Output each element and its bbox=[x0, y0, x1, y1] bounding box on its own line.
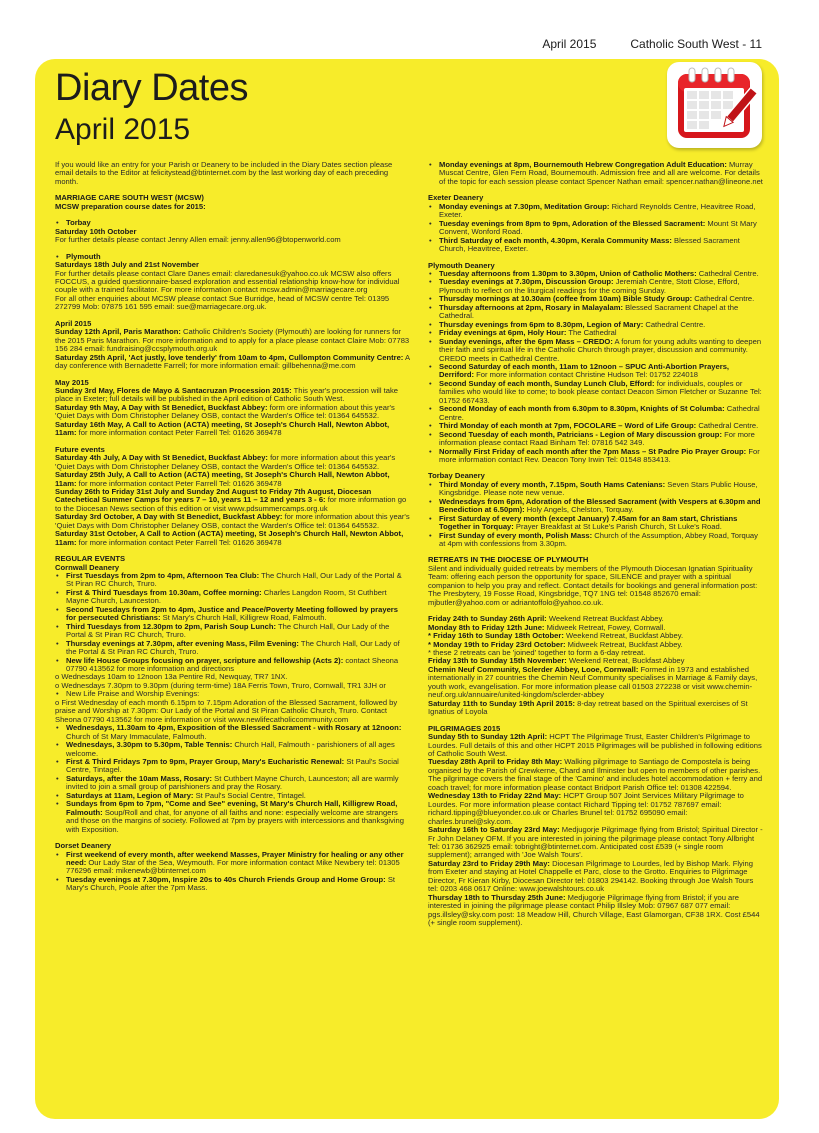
entry-label: Monday evenings at 8pm, Bournemouth Hebrew Congregation Adult Education: bbox=[439, 160, 727, 169]
entry-detail: St Paul's Social Centre, Tintagel. bbox=[193, 790, 306, 800]
heading-text: May 2015 bbox=[55, 377, 89, 387]
entry-detail: Blessed Sacrament Church, Heavitree, Exeter. bbox=[439, 235, 740, 254]
spacer bbox=[55, 211, 410, 219]
diary-entry bbox=[55, 387, 410, 404]
bullet-entry bbox=[55, 741, 410, 758]
spacer bbox=[55, 438, 410, 446]
entry-detail: For more information contact Rev. Deacon Tony Irwin Tel: 01548 853413. bbox=[439, 446, 760, 464]
entry-detail: Cathedral Centre. bbox=[696, 268, 759, 278]
entry-detail: St Mary's Church Hall, Killigrew Road, Falmouth. bbox=[160, 613, 327, 623]
bullet-entry bbox=[55, 657, 410, 674]
entry-detail: Formed in 1973 and established internationally in 27 countries the Chemin Neuf Community specialises in Marriage & Family days, youth work, evangelisation. For more information please call 01503 272238 or visit www.chemin-neuf.org.uk/annuaire/united-kingdom/sclerder-abbey bbox=[428, 664, 758, 700]
entry-detail: Cathedral Centre. bbox=[692, 294, 755, 304]
entry-detail: Charles Langdon Room, St Cuthbert Mayne Church, Launceston. bbox=[66, 587, 387, 606]
text-line: For further details please contact Clare Danes email: claredanesuk@yahoo.co.uk MCSW also offers FOCCUS, a guided questionnaire-based exploration and essential relationship know-how for individual couple with a trained facilitator. For more information contact mcsw.admin@marriagecare.org bbox=[55, 268, 400, 295]
diary-entry bbox=[55, 530, 410, 547]
entry-detail: Cathedral Centre. bbox=[643, 319, 706, 329]
entry-label: Saturday 9th May, A Day with St Benedict, Buckfast Abbey: bbox=[55, 402, 268, 412]
entry-detail: for more information about this year's 'Quiet Days with Dom Christopher Delaney OSB, contact the Warden's Office tel: 01364 645532. bbox=[55, 453, 396, 471]
bullet-item: • New Life Praise and Worship Evenings: bbox=[55, 690, 410, 698]
text-line: Silent and individually guided retreats by members of the Plymouth Diocesan Ignatian Spirituality Team: offering each person the opportunity for space, SILENCE and prayer with a spiritual companion to help you pray and reflect. Contact details for bookings and general information post: The Presbytery, 19 Fosse Road, Kingsbridge, TQ7 1NG tel: 01548 852670 email: mjbutler@yahoo.com or adriantoffolo@yahoo.co.uk. bbox=[428, 563, 758, 607]
heading-text: MARRIAGE CARE SOUTH WEST (MCSW) bbox=[55, 193, 204, 203]
entry-label: Thursday 18th to Thursday 25th June: bbox=[428, 892, 566, 902]
bullet-entry bbox=[428, 278, 764, 295]
entry-detail: for more information contact Peter Farrell Tel: 01626 369478 bbox=[76, 478, 282, 488]
entry-detail: Holy Angels, Chelston, Torquay. bbox=[524, 505, 634, 515]
entry-label: Saturday 25th July, A Call to Action (ACTA) meeting, St Joseph's Church Hall, Newton Abbot, 11am: bbox=[55, 470, 390, 488]
entry-detail: contact Sheona 07790 413562 for more information and directions bbox=[66, 655, 399, 674]
entry-detail: Midweek Retreat, Fowey, Cornwall. bbox=[544, 622, 666, 632]
entry-detail: This year's procession will take place in Exeter; full details will be published in the April edition of Catholic South West. bbox=[55, 385, 399, 404]
entry-detail: Cathedral Centre. bbox=[696, 421, 759, 431]
entry-detail: The Cathedral bbox=[566, 328, 617, 338]
bullet-entry bbox=[55, 876, 410, 893]
entry-detail: Soup/Roll and chat, for anyone of all faiths and none: especially welcome are strangers and those on the margins of society. Followed at 7pm by prayers with intercessions and thanksgiving with Exposition. bbox=[66, 807, 404, 834]
page-title: Diary Dates bbox=[55, 67, 248, 109]
text-line: For further details please contact Jenny Allen email: jenny.allen96@btopenworld.com bbox=[55, 235, 341, 245]
entry-label: Saturday 25th April, 'Act justly, love tenderly' from 10am to 4pm, Cullompton Community Centre: bbox=[55, 352, 404, 362]
entry-label: Wednesday 13th to Friday 22nd May: bbox=[428, 791, 562, 801]
bullet-entry bbox=[55, 606, 410, 623]
diary-panel bbox=[35, 59, 779, 1119]
entry-detail: The Church Hall, Our Lady of the Portal & St Piran RC Church, Truro. bbox=[66, 621, 390, 640]
entry-label: Saturday 4th July, A Day with St Benedict, Buckfast Abbey: bbox=[55, 453, 268, 463]
entry-detail: for more information contact Peter Farrell Tel: 01626 369478 bbox=[76, 537, 282, 547]
entry-label: Tuesday evenings from 8pm to 9pm, Adoration of the Blessed Sacrament: bbox=[439, 218, 706, 228]
bullet-entry bbox=[55, 589, 410, 606]
bullet-entry bbox=[428, 498, 764, 515]
entry-label: Third Monday of each month at 7pm, FOCOLARE – Word of Life Group: bbox=[439, 421, 697, 431]
entry-label: Wednesdays, 3.30pm to 5.30pm, Table Tennis: bbox=[66, 740, 233, 750]
entry-detail: HCPT Group 507 Joint Services Military Pilgrimage to Lourdes. For more information please contact Richard Tipping tel: 01752 787697 email: richard.tipping@blueyonder.co.uk or Charles Brunel tel: 01752 695090 email: charles.brunel@sky.com. bbox=[428, 791, 744, 826]
entry-label: Wednesdays, 11.30am to 4pm, Exposition of the Blessed Sacrament - with Rosary at 12noon: bbox=[66, 723, 402, 733]
bullet-entry bbox=[55, 640, 410, 657]
entry-detail: Weekend Retreat, Buckfast Abbey bbox=[566, 656, 685, 666]
heading-text: Exeter Deanery bbox=[428, 193, 484, 203]
entry-label: First weekend of every month, after weekend Masses, Prayer Ministry for healing or any other need: bbox=[66, 849, 404, 867]
heading-text: Torbay Deanery bbox=[428, 471, 485, 481]
entry-detail: Church Hall, Falmouth - parishioners of all ages welcome. bbox=[66, 740, 395, 758]
bullet-entry bbox=[428, 380, 764, 405]
entry-label: New life House Groups focusing on prayer, scripture and fellowship (Acts 2): bbox=[66, 655, 344, 665]
entry-detail: Medjugorje Pilgrimage flying from Bristol; if you are interested in joining the pilgrimage please contact Philip Illsley Mob: 07967 687 077 email: pgs.illsley@sky.com post: 18 Meadow Hill, Church Village, East Glamorgan, CF38 1RX. Cost £544 (+ single room supplement). bbox=[428, 892, 760, 928]
diary-entry bbox=[428, 733, 764, 758]
entry-label: Second Sunday of each month, Sunday Lunch Club, Efford: bbox=[439, 378, 655, 388]
heading-text: Dorset Deanery bbox=[55, 841, 112, 851]
heading-text: RETREATS IN THE DIOCESE OF PLYMOUTH bbox=[428, 555, 589, 565]
heading-text: Cornwall Deanery bbox=[55, 562, 120, 572]
entry-detail: For more information please contact Raad Binham Tel: 07816 542 349. bbox=[439, 429, 755, 448]
bullet-entry bbox=[55, 724, 410, 741]
entry-detail: Blessed Sacrament Chapel at the Cathedral. bbox=[439, 302, 739, 321]
entry-detail: Weekend Retreat, Buckfast Abbey. bbox=[563, 631, 684, 641]
page-subtitle: April 2015 bbox=[55, 113, 191, 146]
entry-label: Thursday afternoons at 2pm, Rosary in Malayalam: bbox=[439, 302, 623, 312]
entry-label: Monday evenings at 7.30pm, Meditation Group: bbox=[439, 201, 610, 211]
header-month: April 2015 bbox=[542, 37, 597, 51]
entry-detail: St Cuthbert Mayne Church, Launceston; all are warmly invited to join a small group of parishioners and pray the Rosary. bbox=[66, 773, 399, 792]
bullet-entry bbox=[428, 161, 764, 186]
entry-label: Thursday evenings from 6pm to 8.30pm, Legion of Mary: bbox=[439, 319, 644, 329]
entry-detail: The Church Hall, Our Lady of the Portal & St Piran RC Church, Truro. bbox=[66, 571, 402, 589]
entry-detail: Mount St Mary Convent, Wonford Road. bbox=[439, 218, 757, 237]
heading-text: Torbay bbox=[66, 218, 91, 228]
bullet-entry bbox=[428, 515, 764, 532]
bullet-entry bbox=[428, 431, 764, 448]
diary-entry bbox=[428, 758, 764, 792]
entry-label: Third Saturday of each month, 4.30pm, Kerala Community Mass: bbox=[439, 235, 672, 245]
bullet-entry bbox=[55, 800, 410, 834]
entry-detail: Weekend Retreat Buckfast Abbey. bbox=[546, 614, 664, 624]
heading-text: REGULAR EVENTS bbox=[55, 554, 126, 564]
entry-label: Friday 13th to Sunday 15th November: bbox=[428, 656, 567, 666]
entry-label: Second Tuesday of each month, Patricians - Legion of Mary discussion group: bbox=[439, 429, 722, 439]
entry-detail: Diocesan Pilgrimage to Lourdes, led by Bishop Mark. Flying from Exeter and staying at Hotel Chappelle et Parc, close to the Grotto. Enquiries to Pilgrimage Director, Fr Kieran Kirby, Diocesan Director tel: 01803 294142. Booking through Joe Walsh Tours tel: 0203 468 0617 Online: www.joewalshtours.co.uk bbox=[428, 858, 754, 894]
bullet-entry bbox=[428, 237, 764, 254]
entry-label: Saturdays at 11am, Legion of Mary: bbox=[66, 790, 194, 800]
entry-label: * Monday 19th to Friday 23rd October: bbox=[428, 639, 566, 649]
entry-label: First Saturday of every month (except January) 7.45am for an 8am start, Christians Together in Torquay: bbox=[439, 513, 738, 532]
entry-label: First Sunday of every month, Polish Mass: bbox=[439, 530, 593, 540]
bullet-entry bbox=[55, 775, 410, 792]
heading-text: Plymouth Deanery bbox=[428, 260, 495, 270]
entry-label: Saturdays, after the 10am Mass, Rosary: bbox=[66, 773, 213, 783]
spacer bbox=[55, 312, 410, 320]
entry-label: Sunday 12th April, Paris Marathon: bbox=[55, 327, 181, 337]
entry-label: Chemin Neuf Community, Sclerder Abbey, Looe, Cornwall: bbox=[428, 664, 639, 674]
diary-entry bbox=[428, 666, 764, 700]
entry-detail: Walking pilgrimage to Santiago de Compostela is being organised by the Parish of Crewkerne, Chard and Ilminster but open to members of other parishes. The pilgrimage covers the final stage of the 'Camino' and includes hotel accommodation + ferry and coach travel; for more information please contact Bridport Parish Office tel: 01308 422594. bbox=[428, 757, 763, 792]
text-line: o Wednesdays 7.30pm to 9.30pm (during term-time) 18A Ferris Town, Truro, Cornwall, TR1 3JH or bbox=[55, 680, 386, 690]
entry-detail: for more information contact Peter Farrell Tel: 01626 369478 bbox=[76, 428, 282, 438]
heading-text: Saturdays 18th July and 21st November bbox=[55, 260, 199, 270]
entry-detail: Church of the Assumption, Abbey Road, Torquay at 4pm with confessions from 3.30pm. bbox=[439, 530, 758, 549]
entry-label: Sunday 3rd May, Flores de Mayo & Santacruzan Procession 2015: bbox=[55, 385, 292, 395]
bullet-entry bbox=[428, 481, 764, 498]
entry-detail: Cathedral Centre. bbox=[439, 404, 760, 422]
entry-detail: for more information about this year's 'Quiet Days with Dom Christopher Delaney OSB, contact the Warden's Office tel: 01364 645532. bbox=[55, 512, 410, 530]
diary-entry bbox=[55, 421, 410, 438]
entry-detail: form ore information about this year's 'Quiet Days with Dom Christopher Delaney OSB, contact the Warden's Office tel: 01364 645532. bbox=[55, 402, 395, 421]
entry-label: Second Monday of each month from 6.30pm to 8.30pm, Knights of St Columba: bbox=[439, 404, 725, 414]
entry-label: Saturday 3rd October, A Day with St Benedict, Buckfast Abbey: bbox=[55, 512, 283, 522]
heading-text: Future events bbox=[55, 444, 105, 454]
entry-detail: Jeremiah Centre, Stott Close, Efford, Plymouth to reflect on the liturgical readings for the coming Sunday. bbox=[439, 277, 740, 295]
diary-entry bbox=[55, 354, 410, 371]
bullet-entry bbox=[428, 304, 764, 321]
entry-detail: A day conference with Bernadette Farrell; for more information email: gillbehenna@me.com bbox=[55, 352, 410, 371]
entry-detail: Church of St Mary Immaculate, Falmouth. bbox=[66, 731, 207, 741]
entry-label: * Friday 16th to Sunday 18th October: bbox=[428, 631, 564, 641]
spacer bbox=[55, 245, 410, 253]
entry-label: Thursday mornings at 10.30am (coffee from 10am) Bible Study Group: bbox=[439, 294, 693, 304]
entry-label: Tuesday evenings at 7.30pm, Discussion Group: bbox=[439, 277, 614, 287]
diary-entry bbox=[428, 894, 764, 928]
entry-label: Saturday 23rd to Friday 29th May: bbox=[428, 858, 550, 868]
right-column bbox=[428, 161, 764, 928]
diary-entry bbox=[55, 404, 410, 421]
entry-detail: Catholic Children's Society (Plymouth) are looking for runners for the 2015 Paris Marathon. For more information and to apply for a place please contact Claire Mob: 07783 156 284 email: fundraising@ccsplymouth.org.uk bbox=[55, 327, 410, 354]
entry-detail: A forum for young adults wanting to deepen their faith and spiritual life in the Catholic Church through prayer, discussion and community. CREDO meets in Cathedral Centre. bbox=[439, 336, 762, 363]
entry-label: Monday 8th to Friday 12th June: bbox=[428, 622, 545, 632]
entry-detail: Prayer Breakfast at St Luke's Parish Church, St Luke's Road. bbox=[513, 522, 722, 532]
entry-label: Third Monday of every month, 7.15pm, South Hams Catenians: bbox=[439, 479, 666, 489]
text-line: o First Wednesday of each month 6.15pm to 7.15pm Adoration of the Blessed Sacrament, followed by praise and Worship at 7.30pm: Our Lady of the Portal and St Piran Catholic Church, Truro. Contact Sheona 07790 413562 for more information or visit www.newlifecatholiccommunity.com bbox=[55, 697, 398, 724]
entry-detail: Our Lady Star of the Sea, Weymouth. For more information contact Mike Newbery tel: 01305 776296 email: mikenewb@btinternet.com bbox=[66, 857, 400, 876]
diary-entry bbox=[55, 471, 410, 488]
entry-detail: Seven Stars Public House, Kingsbridge. Please note new venue. bbox=[439, 479, 758, 498]
heading-text: Saturday 10th October bbox=[55, 226, 137, 236]
text-line: If you would like an entry for your Parish or Deanery to be included in the Diary Dates section please email details to the Editor at felicitystead@btinternet.com by the last working day of each preceding month. bbox=[55, 160, 393, 186]
text-line: * these 2 retreats can be 'joined' together to form a 6-day retreat. bbox=[428, 648, 646, 658]
section-heading bbox=[55, 203, 410, 211]
diary-entry bbox=[55, 328, 410, 353]
bullet-entry bbox=[428, 448, 764, 465]
entry-detail: for more information go to the Diocesan News section of this edition or visit www.pdsummercamps.org.uk bbox=[55, 495, 407, 513]
entry-label: Sundays from 6pm to 7pm, "Come and See" evening, St Mary's Church Hall, Killigrew Road, Falmouth: bbox=[66, 799, 398, 817]
entry-label: Friday 24th to Sunday 26th April: bbox=[428, 614, 547, 624]
entry-detail: The Church Hall, Our Lady of the Portal & St Piran RC Church, Truro. bbox=[66, 638, 400, 657]
entry-detail: HCPT The Pilgrimage Trust, Easter Children's Pilgrimage to Lourdes. Full details of this and other HCPT 2015 Pilgrimages will be published in following editions of Catholic South West. bbox=[428, 732, 762, 758]
bullet-heading bbox=[55, 219, 410, 227]
entry-detail: for individuals, couples or families who would like to come; to book please contact Deacon Simon Fletcher or Suzanne Tel: 01752 667433. bbox=[439, 378, 762, 405]
bullet-entry bbox=[55, 623, 410, 640]
entry-detail: St Mary's Church, Poole after the 7pm Mass. bbox=[66, 874, 396, 893]
entry-label: First & Third Tuesdays from 10.30am, Coffee morning: bbox=[66, 587, 262, 597]
entry-detail: Murray Muscat Centre, Glen Fern Road, Bournemouth. Admission free and all are welcome. For details of the topic for each session please contact Spencer Nathan email: spencer.nathan@lineone.net bbox=[439, 160, 763, 186]
entry-label: Third Tuesdays from 12.30pm to 2pm, Parish Soup Lunch: bbox=[66, 621, 276, 631]
header-publication: Catholic South West - 11 bbox=[630, 37, 762, 51]
entry-label: Friday evenings at 6pm, Holy Hour: bbox=[439, 328, 567, 338]
bullet-entry bbox=[428, 363, 764, 380]
bullet-entry bbox=[428, 220, 764, 237]
diary-entry bbox=[55, 513, 410, 530]
entry-label: Sunday 5th to Sunday 12th April: bbox=[428, 732, 548, 742]
bullet-entry bbox=[55, 572, 410, 589]
entry-label: Thursday evenings at 7.30pm, after evening Mass, Film Evening: bbox=[66, 638, 299, 648]
entry-label: Second Saturday of each month, 11am to 12noon – SPUC Anti-Abortion Prayers, Derriford: bbox=[439, 361, 730, 380]
entry-detail: 8-day retreat based on the Spiritual exercises of St Ignatius of Loyola bbox=[428, 698, 748, 717]
entry-label: Wednesdays from 6pm, Adoration of the Blessed Sacrament (with Vespers at 6.30pm and Benediction at 6.50pm): bbox=[439, 496, 761, 515]
entry-detail: Midweek Retreat, Buckfast Abbey. bbox=[565, 639, 683, 649]
heading-text: April 2015 bbox=[55, 318, 92, 328]
entry-label: First Tuesdays from 2pm to 4pm, Afternoon Tea Club: bbox=[66, 571, 260, 581]
running-header bbox=[542, 37, 762, 51]
diary-entry bbox=[428, 826, 764, 860]
bullet-entry bbox=[428, 338, 764, 363]
bullet-entry bbox=[428, 405, 764, 422]
entry-label: Saturday 11th to Sunday 19th April 2015: bbox=[428, 698, 575, 708]
entry-detail: St Paul's Social Centre, Tintagel. bbox=[66, 757, 399, 775]
heading-text: PILGRIMAGES 2015 bbox=[428, 723, 501, 733]
entry-detail: For more information contact Christine Hudson Tel: 01752 224018 bbox=[474, 370, 699, 380]
heading-text: MCSW preparation course dates for 2015: bbox=[55, 201, 206, 211]
entry-detail: Medjugorje Pilgrimage flying from Bristol; Spiritual Director - Fr John Delaney OFM. If you are interested in joining the pilgrimage please contact Tony Allbright Tel: 01736 362925 email: tobright@btinternet.com. Anticipated cost £539 (+ single room supplement); arranged with 'Joe Walsh Tours'. bbox=[428, 825, 763, 860]
entry-label: Saturday 16th to Saturday 23rd May: bbox=[428, 825, 560, 835]
left-column bbox=[55, 161, 410, 893]
entry-label: Sunday 26th to Friday 31st July and Sunday 2nd August to Friday 7th August, Diocesan Catechetical Summer Camps for years 7 – 10, years 11 – 12 and years 3 - 6: bbox=[55, 486, 372, 505]
entry-label: Second Tuesdays from 2pm to 4pm, Justice and Peace/Poverty Meeting followed by prayers for persecuted Christians: bbox=[66, 604, 398, 623]
entry-label: Normally First Friday of each month after the 7pm Mass – St Padre Pio Prayer Group: bbox=[439, 446, 747, 456]
diary-entry bbox=[428, 792, 764, 826]
entry-label: Saturday 16th May, A Call to Action (ACTA) meeting, St Joseph's Church Hall, Newton Abbot, 11am: bbox=[55, 419, 390, 438]
diary-entry bbox=[428, 700, 764, 717]
entry-detail: Richard Reynolds Centre, Heavitree Road, Exeter. bbox=[439, 201, 756, 220]
entry-label: First & Third Fridays 7pm to 9pm, Prayer Group, Mary's Eucharistic Renewal: bbox=[66, 757, 345, 766]
calendar-icon-graphic bbox=[667, 62, 762, 148]
diary-entry bbox=[428, 860, 764, 894]
heading-text: Plymouth bbox=[66, 251, 101, 261]
entry-label: Tuesday evenings at 7.30pm, Inspire 20s to 40s Church Friends Group and Home Group: bbox=[66, 874, 386, 884]
bullet-entry bbox=[55, 758, 410, 775]
diary-entry bbox=[55, 488, 410, 513]
bullet-entry bbox=[428, 203, 764, 220]
text-line: o Wednesdays 10am to 12noon 13a Pentire Rd, Newquay, TR7 1NX. bbox=[55, 672, 288, 682]
bullet-heading bbox=[55, 253, 410, 261]
entry-label: Saturday 31st October, A Call to Action (ACTA) meeting, St Joseph's Church Hall, Newton Abbot, 11am: bbox=[55, 529, 404, 547]
bullet-entry bbox=[55, 851, 410, 876]
diary-entry bbox=[55, 454, 410, 471]
entry-label: Tuesday 28th April to Friday 8th May: bbox=[428, 757, 563, 767]
entry-label: Sunday evenings, after the 6pm Mass – CREDO: bbox=[439, 336, 613, 346]
spacer bbox=[55, 371, 410, 379]
bullet-entry bbox=[428, 532, 764, 549]
calendar-icon bbox=[667, 62, 762, 148]
text-line: For all other enquiries about MCSW please contact Sue Burridge, head of MCSW centre Tel: 01395 272799 Mob: 07875 161 595 email: sue@marriagecare.org.uk. bbox=[55, 293, 390, 312]
entry-label: Tuesday afternoons from 1.30pm to 3.30pm, Union of Catholic Mothers: bbox=[439, 268, 697, 278]
